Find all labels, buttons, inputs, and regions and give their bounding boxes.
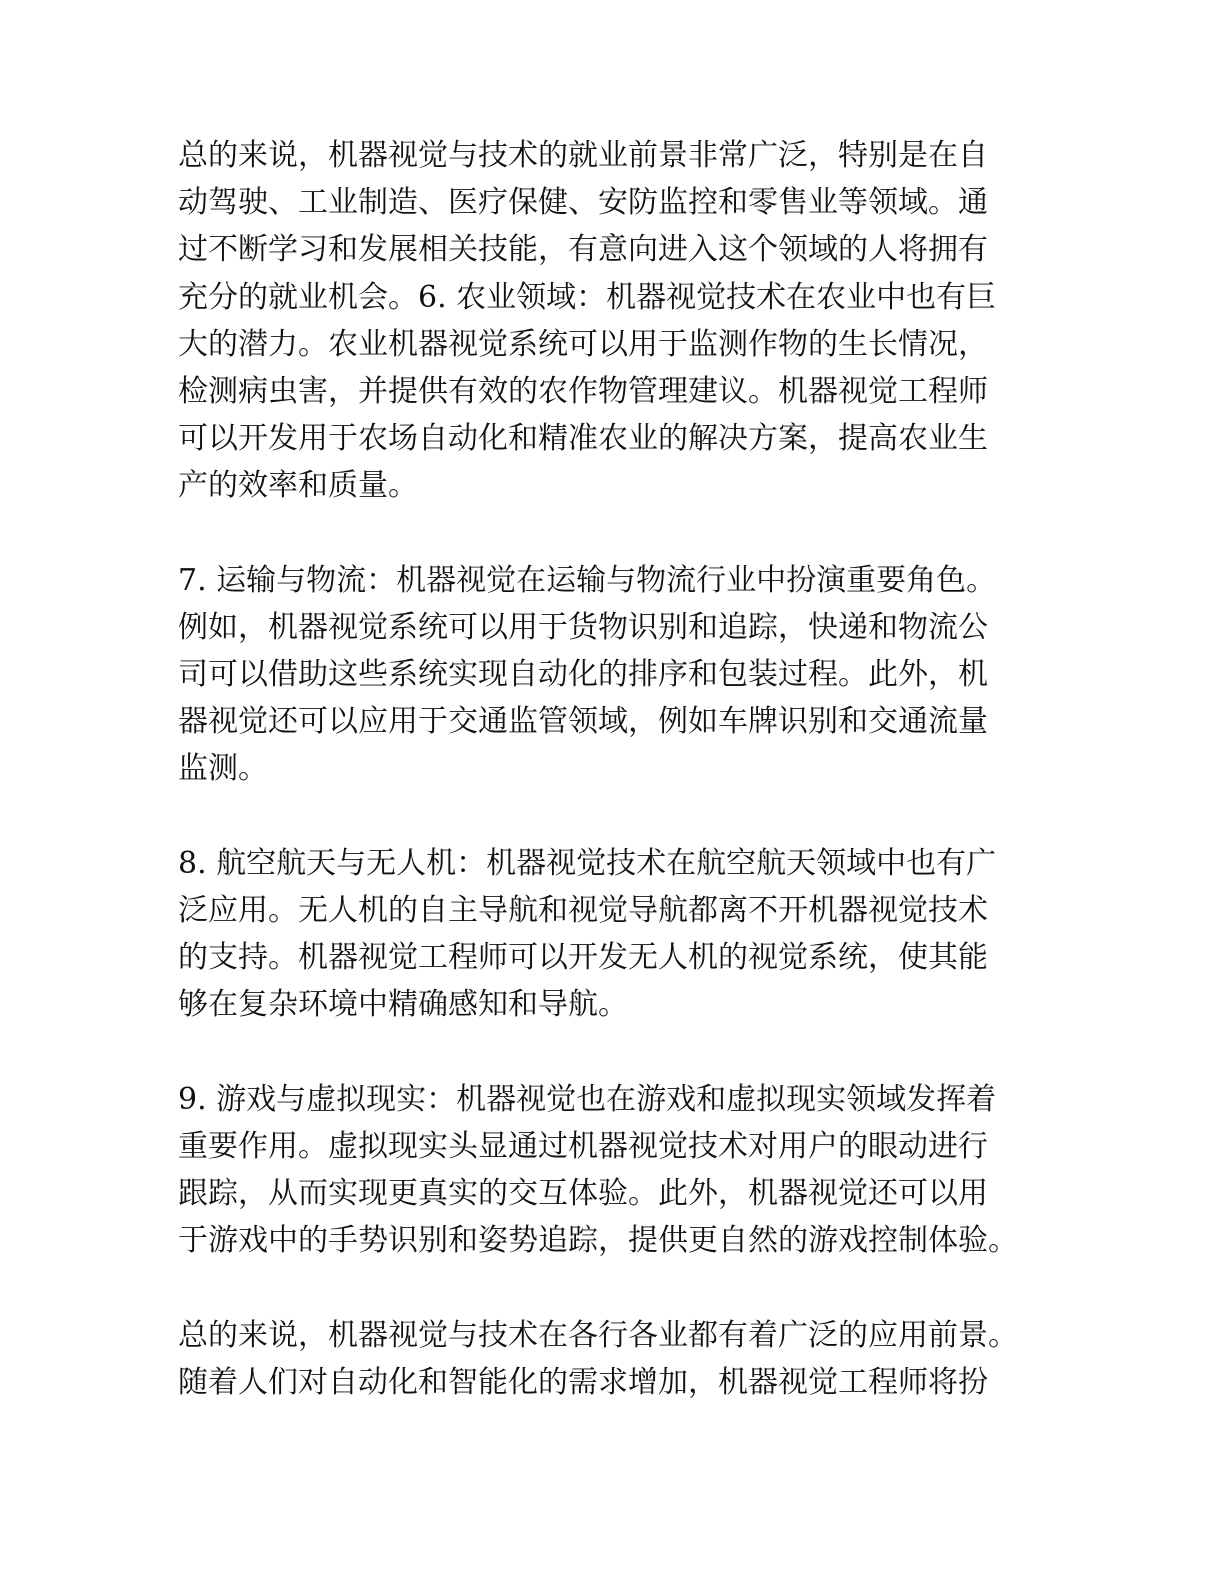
text-line: 器视觉还可以应用于交通监管领域，例如车牌识别和交通流量: [178, 704, 988, 740]
text-line: 7. 运输与物流：机器视觉在运输与物流行业中扮演重要角色。: [178, 562, 997, 598]
paragraph-gap: [178, 510, 1058, 557]
paragraph-gap: [178, 1265, 1058, 1312]
text-line: 随着人们对自动化和智能化的需求增加，机器视觉工程师将扮: [178, 1364, 988, 1400]
text-line: 跟踪，从而实现更真实的交互体验。此外，机器视觉还可以用: [178, 1176, 988, 1212]
paragraph-gaming-vr: [178, 1076, 1058, 1265]
text-line: 8. 航空航天与无人机：机器视觉技术在航空航天领域中也有广: [178, 845, 997, 881]
paragraph-gap: [178, 793, 1058, 840]
text-line: 动驾驶、工业制造、医疗保健、安防监控和零售业等领域。通: [178, 185, 988, 221]
text-line: 监测。: [178, 751, 268, 787]
paragraph-transport-logistics: [178, 557, 1058, 793]
paragraph-summary-applications: [178, 1312, 1058, 1406]
text-line: 充分的就业机会。6. 农业领域：机器视觉技术在农业中也有巨: [178, 279, 997, 315]
text-line: 过不断学习和发展相关技能，有意向进入这个领域的人将拥有: [178, 232, 988, 268]
text-line: 9. 游戏与虚拟现实：机器视觉也在游戏和虚拟现实领域发挥着: [178, 1081, 997, 1117]
document-body: [178, 132, 1058, 1406]
text-line: 够在复杂环境中精确感知和导航。: [178, 987, 628, 1023]
text-line: 重要作用。虚拟现实头显通过机器视觉技术对用户的眼动进行: [178, 1128, 988, 1164]
text-line: 产的效率和质量。: [178, 468, 418, 504]
text-line: 总的来说，机器视觉与技术的就业前景非常广泛，特别是在自: [178, 138, 988, 173]
text-line: 泛应用。无人机的自主导航和视觉导航都离不开机器视觉技术: [178, 893, 988, 928]
paragraph-aerospace-drones: [178, 840, 1058, 1029]
text-line: 的支持。机器视觉工程师可以开发无人机的视觉系统，使其能: [178, 940, 988, 976]
paragraph-gap: [178, 1029, 1058, 1076]
text-line: 大的潜力。农业机器视觉系统可以用于监测作物的生长情况，: [178, 326, 988, 362]
text-line: 于游戏中的手势识别和姿势追踪，提供更自然的游戏控制体验。: [178, 1223, 1018, 1259]
text-line: 司可以借助这些系统实现自动化的排序和包装过程。此外，机: [178, 657, 988, 693]
text-line: 例如，机器视觉系统可以用于货物识别和追踪，快递和物流公: [178, 609, 988, 645]
text-line: 可以开发用于农场自动化和精准农业的解决方案，提高农业生: [178, 421, 988, 457]
paragraph-summary-employment: [178, 132, 1058, 510]
text-line: 总的来说，机器视觉与技术在各行各业都有着广泛的应用前景。: [178, 1317, 1018, 1353]
text-line: 检测病虫害，并提供有效的农作物管理建议。机器视觉工程师: [178, 373, 988, 409]
